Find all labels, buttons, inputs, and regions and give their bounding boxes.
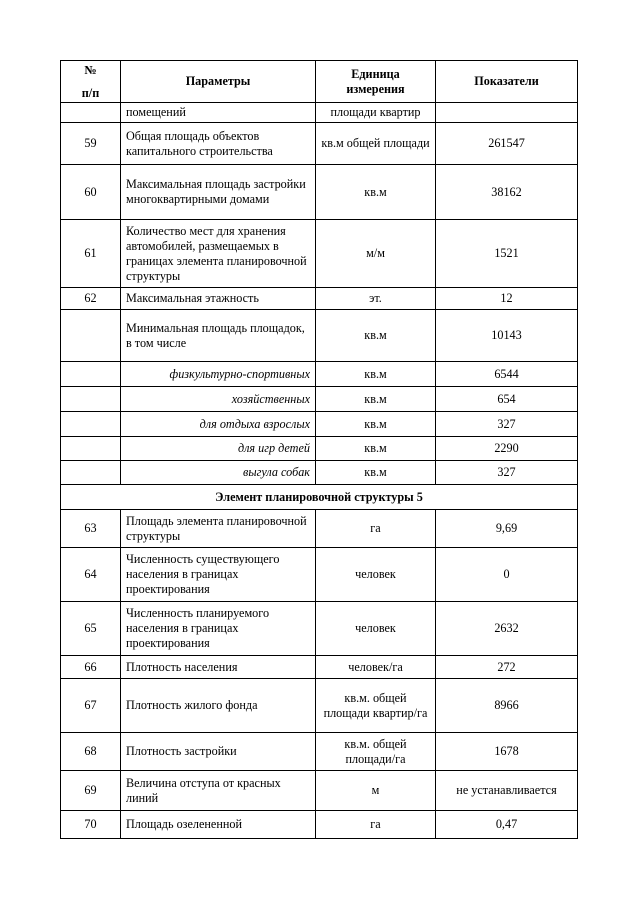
row-value: 0 [436,548,578,602]
row-value [436,103,578,123]
table-row [61,771,578,811]
table-row [61,679,578,733]
row-value: 9,69 [436,510,578,548]
table-row [61,362,578,387]
table-row [61,103,578,123]
row-unit: кв.м [316,362,436,387]
row-number: 61 [61,220,121,288]
row-unit: человек [316,548,436,602]
row-param: Плотность жилого фонда [121,679,316,733]
row-param-sub: в том числе [126,335,187,350]
table-row [61,548,578,602]
header-unit: Единица измерения [316,61,436,103]
row-param: физкультурно-спортивных [121,362,316,387]
row-number [61,103,121,123]
row-value: 6544 [436,362,578,387]
row-value: 327 [436,412,578,437]
row-value: 261547 [436,123,578,165]
row-unit: кв.м [316,412,436,437]
row-value: 272 [436,656,578,679]
row-unit: кв.м [316,165,436,220]
table-row [61,165,578,220]
row-number: 67 [61,679,121,733]
header-number-line2: п/п [81,85,100,100]
row-param: Количество мест для хранения автомобилей, размещаемых в границах элемента планировочной структуры [121,220,316,288]
table-row [61,510,578,548]
row-unit: человек/га [316,656,436,679]
table-row [61,288,578,310]
row-unit: человек [316,602,436,656]
row-unit: кв.м. общей площади квартир/га [316,679,436,733]
table-row [61,656,578,679]
row-number [61,362,121,387]
row-number: 62 [61,288,121,310]
row-number: 70 [61,811,121,839]
header-value: Показатели [436,61,578,103]
row-param: Величина отступа от красных линий [121,771,316,811]
row-number: 59 [61,123,121,165]
row-value: 38162 [436,165,578,220]
table-row [61,602,578,656]
row-unit: кв.м общей площади [316,123,436,165]
row-unit: га [316,510,436,548]
row-param: Площадь озелененной [121,811,316,839]
row-param: Плотность населения [121,656,316,679]
row-unit: кв.м. общей площади/га [316,733,436,771]
row-param: для игр детей [121,437,316,461]
row-param-main: Минимальная площадь площадок, [126,320,305,335]
row-param: Максимальная площадь застройки многоквартирными домами [121,165,316,220]
table-row [61,310,578,362]
row-param: для отдыха взрослых [121,412,316,437]
row-number: 66 [61,656,121,679]
row-value: 1521 [436,220,578,288]
row-value: 1678 [436,733,578,771]
row-number [61,387,121,412]
row-number: 64 [61,548,121,602]
section-row [61,485,578,510]
section-title: Элемент планировочной структуры 5 [61,485,578,510]
row-value: не устанавливается [436,771,578,811]
row-unit: эт. [316,288,436,310]
row-number [61,412,121,437]
row-param: Численность планируемого населения в границах проектирования [121,602,316,656]
row-value: 10143 [436,310,578,362]
table-row [61,733,578,771]
row-value: 2290 [436,437,578,461]
table-header-row [61,61,578,103]
row-unit: кв.м [316,437,436,461]
table-row [61,811,578,839]
row-number: 63 [61,510,121,548]
row-param: Общая площадь объектов капитального строительства [121,123,316,165]
row-param: Площадь элемента планировочной структуры [121,510,316,548]
row-param: хозяйственных [121,387,316,412]
table-row [61,437,578,461]
row-number [61,437,121,461]
table-row [61,123,578,165]
row-value: 654 [436,387,578,412]
row-number: 68 [61,733,121,771]
row-unit: площади квартир [316,103,436,123]
header-params: Параметры [121,61,316,103]
row-value: 0,47 [436,811,578,839]
row-unit: кв.м [316,461,436,485]
row-param: Численность существующего населения в границах проектирования [121,548,316,602]
table-row [61,220,578,288]
row-number: 65 [61,602,121,656]
row-value: 12 [436,288,578,310]
header-number-line1: № [84,62,97,77]
row-unit: кв.м [316,387,436,412]
table-row [61,461,578,485]
row-value: 327 [436,461,578,485]
table-row [61,412,578,437]
row-value: 2632 [436,602,578,656]
row-param: выгула собак [121,461,316,485]
row-number [61,461,121,485]
row-param [121,310,316,362]
row-number: 60 [61,165,121,220]
row-param: Плотность застройки [121,733,316,771]
row-unit: м/м [316,220,436,288]
row-number: 69 [61,771,121,811]
row-value: 8966 [436,679,578,733]
row-param: Максимальная этажность [121,288,316,310]
table-row [61,387,578,412]
row-number [61,310,121,362]
row-unit: га [316,811,436,839]
row-unit: кв.м [316,310,436,362]
parameters-table [60,60,578,839]
row-param: помещений [121,103,316,123]
header-number [61,61,121,103]
row-unit: м [316,771,436,811]
